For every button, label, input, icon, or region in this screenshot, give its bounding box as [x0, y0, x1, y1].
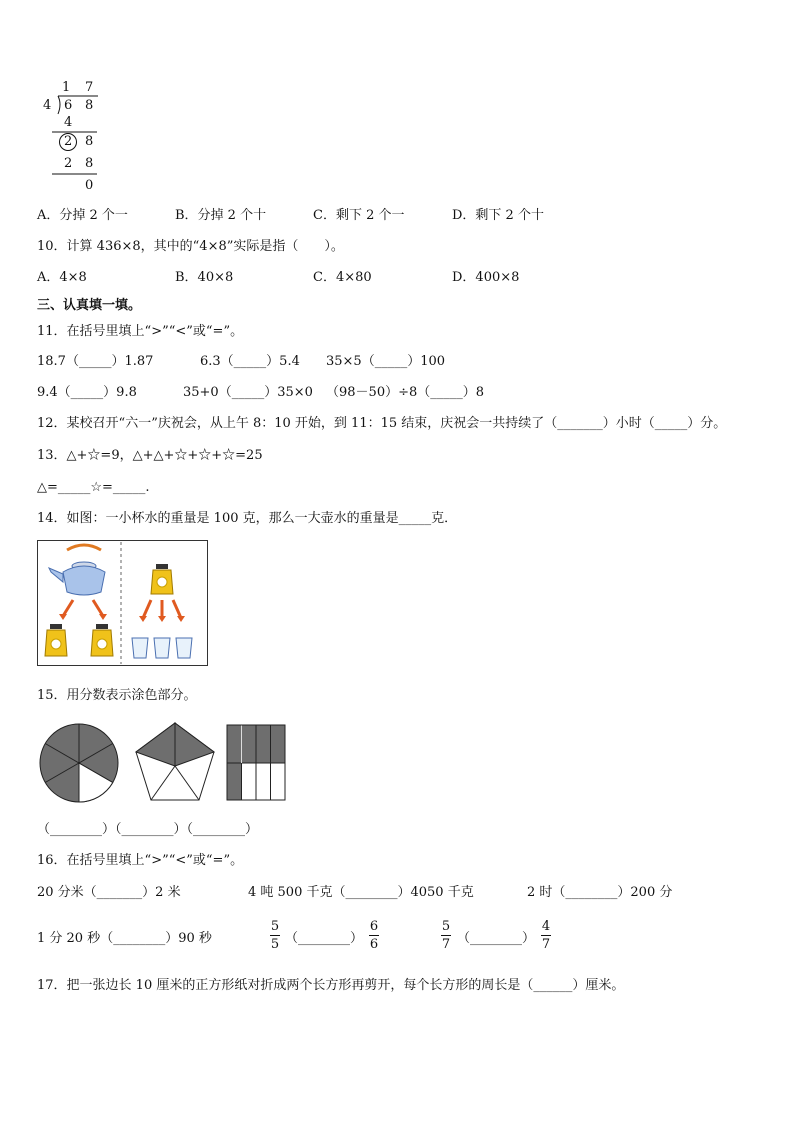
q9-option-d: D．剩下 2 个十	[452, 208, 544, 223]
step-digit: 8	[85, 134, 94, 149]
q11-item: 9.4（_____）9.8	[37, 385, 137, 400]
denominator: 7	[541, 937, 551, 952]
q11-item: 35×5（_____）100	[326, 354, 446, 369]
q16-item: 4 吨 500 千克（________）4050 千克	[248, 885, 474, 900]
section-heading: 三、认真填一填。	[37, 298, 142, 313]
fraction	[441, 919, 451, 952]
q10-option-d: D．400×8	[452, 270, 520, 285]
numerator: 5	[270, 919, 280, 934]
step-digit: 2	[64, 134, 73, 149]
q13-answer: △=_____☆=_____.	[37, 480, 150, 495]
division-bracket	[52, 92, 112, 122]
step-digit: 4	[64, 115, 73, 130]
shaded-circle-figure	[38, 722, 120, 804]
q11-text: 11．在括号里填上“>”“<”或“=”。	[37, 324, 244, 339]
q10-option-a: A．4×8	[37, 270, 87, 285]
q15-text: 15．用分数表示涂色部分。	[37, 688, 197, 703]
fraction	[541, 919, 551, 952]
denominator: 5	[270, 937, 280, 952]
q16-text: 16．在括号里填上“>”“<”或“=”。	[37, 853, 244, 868]
numerator: 5	[441, 919, 451, 934]
dividend-digit: 6	[64, 98, 73, 113]
q11-item: （98－50）÷8（_____）8	[326, 385, 485, 400]
shaded-pentagon-figure	[132, 720, 218, 804]
q12-text: 12．某校召开“六一”庆祝会，从上午 8：10 开始，到 11：15 结束，庆祝会一共持续了（_______）小时（_____）分。	[37, 416, 727, 431]
q10-option-b: B．40×8	[175, 270, 234, 285]
quotient-digit: 7	[85, 80, 94, 95]
q11-item: 6.3（_____）5.4	[200, 354, 300, 369]
fraction	[369, 919, 379, 952]
q11-item: 18.7（_____）1.87	[37, 354, 154, 369]
q9-option-c: C．剩下 2 个一	[313, 208, 405, 223]
q15-answers: （________）（________）（________）	[37, 822, 259, 837]
dividend-digit: 8	[85, 98, 94, 113]
q16-blank: （________）	[285, 931, 364, 946]
q10-option-c: C．4×80	[313, 270, 372, 285]
q9-option-a: A．分掉 2 个一	[37, 208, 128, 223]
q14-text: 14．如图：一小杯水的重量是 100 克，那么一大壶水的重量是_____克．	[37, 511, 458, 526]
division-line	[52, 173, 102, 177]
q17-text: 17．把一张边长 10 厘米的正方形纸对折成两个长方形再剪开，每个长方形的周长是（______）厘米。	[37, 978, 625, 993]
q10-text: 10．计算 436×8，其中的“4×8”实际是指（ ）。	[37, 239, 344, 254]
numerator: 6	[369, 919, 379, 934]
remainder: 0	[85, 178, 94, 193]
step-digit: 2	[64, 156, 73, 171]
q16-item: 2 时（________）200 分	[527, 885, 673, 900]
shaded-grid-figure	[226, 724, 288, 802]
denominator: 7	[441, 937, 451, 952]
q9-option-b: B．分掉 2 个十	[175, 208, 267, 223]
q16-blank: （________）	[457, 931, 536, 946]
divisor: 4	[43, 98, 52, 113]
q16-item: 1 分 20 秒（________）90 秒	[37, 931, 212, 946]
kettle-illustration	[37, 540, 209, 666]
step-digit: 8	[85, 156, 94, 171]
numerator: 4	[541, 919, 551, 934]
q11-item: 35+0（_____）35×0	[183, 385, 313, 400]
q13-equation: 13．△+☆=9，△+△+☆+☆+☆=25	[37, 448, 263, 463]
quotient-digit: 1	[62, 80, 71, 95]
denominator: 6	[369, 937, 379, 952]
q16-item: 20 分米（_______）2 米	[37, 885, 181, 900]
fraction	[270, 919, 280, 952]
